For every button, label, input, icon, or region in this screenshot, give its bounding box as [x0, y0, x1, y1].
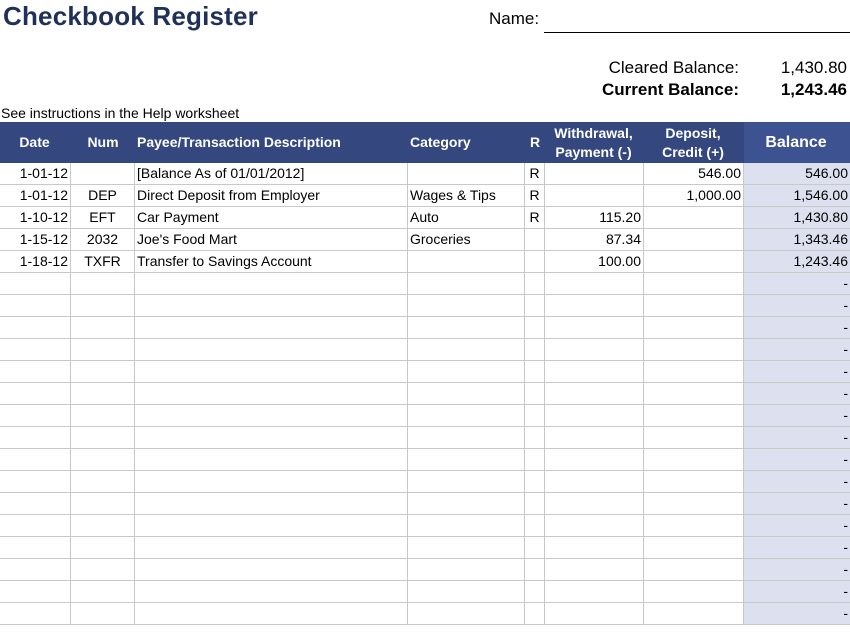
checkbook-register-table	[0, 122, 850, 625]
cell-num[interactable]	[71, 295, 135, 317]
cell-wd[interactable]	[545, 295, 644, 317]
cell-bal[interactable]: -	[744, 449, 850, 471]
current-balance-label: Current Balance:	[602, 80, 739, 99]
cell-wd[interactable]	[545, 493, 644, 515]
cell-dep[interactable]	[644, 207, 744, 229]
cell-cat[interactable]	[408, 361, 525, 383]
cell-date[interactable]: 1-15-12	[0, 229, 71, 251]
column-header-r: R	[529, 134, 541, 150]
cell-bal[interactable]: -	[744, 295, 850, 317]
table-row	[0, 515, 850, 537]
cell-dep[interactable]	[644, 559, 744, 581]
cell-bal[interactable]: -	[744, 317, 850, 339]
cell-num[interactable]	[71, 471, 135, 493]
cell-date[interactable]: 1-01-12	[0, 185, 71, 207]
table-header-row	[0, 122, 850, 163]
cell-wd[interactable]	[545, 471, 644, 493]
cell-bal[interactable]: -	[744, 537, 850, 559]
cell-bal[interactable]: -	[744, 471, 850, 493]
cell-cat[interactable]	[408, 317, 525, 339]
cell-desc[interactable]	[135, 581, 408, 603]
name-label: Name:	[489, 9, 540, 28]
cell-wd[interactable]	[545, 449, 644, 471]
cell-cat[interactable]	[408, 405, 525, 427]
cell-desc[interactable]	[135, 339, 408, 361]
column-header-cat: Category	[410, 134, 471, 150]
cell-num[interactable]	[71, 273, 135, 295]
cell-date[interactable]	[0, 515, 71, 537]
cell-r[interactable]	[525, 273, 545, 295]
cell-dep[interactable]	[644, 515, 744, 537]
cell-cat[interactable]	[408, 383, 525, 405]
table-row	[0, 361, 850, 383]
cell-date[interactable]	[0, 361, 71, 383]
cell-dep[interactable]	[644, 405, 744, 427]
cell-date[interactable]	[0, 405, 71, 427]
cell-bal[interactable]: 1,343.46	[744, 229, 850, 251]
cell-dep[interactable]	[644, 251, 744, 273]
current-balance-value: 1,243.46	[780, 80, 847, 99]
cell-r[interactable]: R	[525, 163, 545, 185]
cell-cat[interactable]	[408, 493, 525, 515]
column-header-wd: Withdrawal, Payment (-)	[554, 124, 633, 160]
cell-bal[interactable]: -	[744, 361, 850, 383]
cell-num[interactable]	[71, 383, 135, 405]
cell-bal[interactable]: -	[744, 405, 850, 427]
cell-cat[interactable]	[408, 471, 525, 493]
cell-bal[interactable]: -	[744, 559, 850, 581]
table-row	[0, 185, 850, 207]
cell-dep[interactable]	[644, 339, 744, 361]
cell-r[interactable]	[525, 603, 545, 625]
cell-num[interactable]: EFT	[71, 207, 135, 229]
cell-dep[interactable]	[644, 427, 744, 449]
table-row	[0, 383, 850, 405]
cell-r[interactable]	[525, 427, 545, 449]
cell-wd[interactable]	[545, 273, 644, 295]
table-row	[0, 471, 850, 493]
cell-date[interactable]	[0, 581, 71, 603]
table-row	[0, 559, 850, 581]
cell-cat[interactable]	[408, 603, 525, 625]
cell-dep[interactable]	[644, 317, 744, 339]
cell-num[interactable]	[71, 163, 135, 185]
column-header-dep: Deposit, Credit (+)	[662, 124, 724, 160]
cell-desc[interactable]	[135, 273, 408, 295]
cell-dep[interactable]: 1,000.00	[644, 185, 744, 207]
cell-r[interactable]: R	[525, 185, 545, 207]
column-header-bal: Balance	[744, 122, 850, 163]
cell-r[interactable]	[525, 251, 545, 273]
cell-desc[interactable]	[135, 405, 408, 427]
cell-bal[interactable]: 1,243.46	[744, 251, 850, 273]
cell-wd[interactable]: 87.34	[545, 229, 644, 251]
cell-bal[interactable]: -	[744, 273, 850, 295]
cell-date[interactable]: 1-18-12	[0, 251, 71, 273]
cell-desc[interactable]	[135, 361, 408, 383]
cell-bal[interactable]: -	[744, 515, 850, 537]
table-row	[0, 493, 850, 515]
cell-desc[interactable]	[135, 559, 408, 581]
table-row	[0, 207, 850, 229]
table-row	[0, 603, 850, 625]
cell-date[interactable]	[0, 427, 71, 449]
cell-wd[interactable]	[545, 537, 644, 559]
cell-cat[interactable]	[408, 515, 525, 537]
cell-dep[interactable]	[644, 295, 744, 317]
cell-num[interactable]	[71, 559, 135, 581]
cell-desc[interactable]: Joe's Food Mart	[135, 229, 408, 251]
cell-wd[interactable]	[545, 427, 644, 449]
cell-dep[interactable]	[644, 471, 744, 493]
cell-num[interactable]	[71, 537, 135, 559]
cleared-balance-label: Cleared Balance:	[608, 58, 739, 77]
help-instructions: See instructions in the Help worksheet	[1, 105, 240, 121]
cell-wd[interactable]	[545, 559, 644, 581]
cell-cat[interactable]	[408, 449, 525, 471]
cell-desc[interactable]: Transfer to Savings Account	[135, 251, 408, 273]
cell-cat[interactable]	[408, 163, 525, 185]
cell-wd[interactable]	[545, 361, 644, 383]
cell-desc[interactable]	[135, 383, 408, 405]
cell-desc[interactable]	[135, 471, 408, 493]
cell-desc[interactable]: Car Payment	[135, 207, 408, 229]
cell-dep[interactable]	[644, 603, 744, 625]
cell-num[interactable]	[71, 581, 135, 603]
cell-date[interactable]	[0, 295, 71, 317]
cell-desc[interactable]	[135, 427, 408, 449]
cell-date[interactable]	[0, 471, 71, 493]
cell-num[interactable]: 2032	[71, 229, 135, 251]
cell-num[interactable]	[71, 317, 135, 339]
cell-wd[interactable]	[545, 383, 644, 405]
cell-wd[interactable]	[545, 185, 644, 207]
cell-cat[interactable]	[408, 273, 525, 295]
cell-num[interactable]	[71, 603, 135, 625]
cell-cat[interactable]	[408, 537, 525, 559]
cell-r[interactable]	[525, 471, 545, 493]
cell-date[interactable]	[0, 449, 71, 471]
cell-date[interactable]: 1-10-12	[0, 207, 71, 229]
cell-wd[interactable]	[545, 603, 644, 625]
cell-cat[interactable]	[408, 251, 525, 273]
cell-r[interactable]	[525, 493, 545, 515]
cell-date[interactable]	[0, 317, 71, 339]
cell-desc[interactable]	[135, 537, 408, 559]
cell-date[interactable]	[0, 493, 71, 515]
cell-r[interactable]: R	[525, 207, 545, 229]
table-row	[0, 449, 850, 471]
cell-desc[interactable]	[135, 317, 408, 339]
cell-r[interactable]	[525, 339, 545, 361]
cell-cat[interactable]: Auto	[408, 207, 525, 229]
cell-wd[interactable]	[545, 163, 644, 185]
cell-desc[interactable]: [Balance As of 01/01/2012]	[135, 163, 408, 185]
cell-wd[interactable]	[545, 405, 644, 427]
table-row	[0, 295, 850, 317]
cell-dep[interactable]	[644, 449, 744, 471]
cell-date[interactable]	[0, 273, 71, 295]
cell-bal[interactable]: -	[744, 581, 850, 603]
cell-num[interactable]	[71, 405, 135, 427]
column-header-date: Date	[19, 134, 50, 150]
cell-r[interactable]	[525, 317, 545, 339]
cell-dep[interactable]	[644, 537, 744, 559]
cell-bal[interactable]: -	[744, 339, 850, 361]
cell-bal[interactable]: 1,430.80	[744, 207, 850, 229]
table-row	[0, 251, 850, 273]
cell-dep[interactable]: 546.00	[644, 163, 744, 185]
cell-r[interactable]	[525, 449, 545, 471]
cell-wd[interactable]: 100.00	[545, 251, 644, 273]
cell-r[interactable]	[525, 405, 545, 427]
cell-num[interactable]	[71, 361, 135, 383]
column-header-desc: Payee/Transaction Description	[137, 134, 341, 150]
cell-num[interactable]: DEP	[71, 185, 135, 207]
cell-date[interactable]	[0, 603, 71, 625]
cell-wd[interactable]	[545, 581, 644, 603]
table-row	[0, 229, 850, 251]
cell-date[interactable]	[0, 383, 71, 405]
cell-num[interactable]	[71, 339, 135, 361]
cell-desc[interactable]	[135, 295, 408, 317]
table-row	[0, 427, 850, 449]
cell-r[interactable]	[525, 295, 545, 317]
cell-num[interactable]	[71, 493, 135, 515]
cell-dep[interactable]	[644, 361, 744, 383]
cell-r[interactable]	[525, 537, 545, 559]
cell-dep[interactable]	[644, 383, 744, 405]
cell-bal[interactable]: -	[744, 427, 850, 449]
cell-r[interactable]	[525, 361, 545, 383]
cell-cat[interactable]: Wages & Tips	[408, 185, 525, 207]
cell-desc[interactable]	[135, 515, 408, 537]
cell-bal[interactable]: 546.00	[744, 163, 850, 185]
cell-num[interactable]	[71, 449, 135, 471]
cell-desc[interactable]	[135, 603, 408, 625]
cell-date[interactable]	[0, 559, 71, 581]
cell-desc[interactable]	[135, 493, 408, 515]
cleared-balance-value: 1,430.80	[780, 58, 847, 77]
cell-r[interactable]	[525, 383, 545, 405]
page-title: Checkbook Register	[3, 1, 259, 31]
cell-num[interactable]: TXFR	[71, 251, 135, 273]
cell-cat[interactable]	[408, 427, 525, 449]
table-row	[0, 537, 850, 559]
cell-dep[interactable]	[644, 229, 744, 251]
cell-wd[interactable]	[545, 515, 644, 537]
column-header-num: Num	[87, 134, 119, 150]
table-row	[0, 273, 850, 295]
cell-date[interactable]	[0, 537, 71, 559]
cell-cat[interactable]	[408, 339, 525, 361]
cell-wd[interactable]	[545, 339, 644, 361]
cell-bal[interactable]: 1,546.00	[744, 185, 850, 207]
cell-desc[interactable]	[135, 449, 408, 471]
cell-desc[interactable]: Direct Deposit from Employer	[135, 185, 408, 207]
cell-num[interactable]	[71, 427, 135, 449]
table-row	[0, 317, 850, 339]
cell-num[interactable]	[71, 515, 135, 537]
cell-bal[interactable]: -	[744, 383, 850, 405]
cell-bal[interactable]: -	[744, 493, 850, 515]
cell-r[interactable]	[525, 559, 545, 581]
cell-r[interactable]	[525, 515, 545, 537]
cell-dep[interactable]	[644, 273, 744, 295]
cell-date[interactable]	[0, 339, 71, 361]
name-field[interactable]	[544, 4, 850, 33]
cell-dep[interactable]	[644, 493, 744, 515]
cell-date[interactable]: 1-01-12	[0, 163, 71, 185]
table-body	[0, 163, 850, 625]
cell-dep[interactable]	[644, 581, 744, 603]
cell-cat[interactable]	[408, 295, 525, 317]
cell-cat[interactable]	[408, 559, 525, 581]
cell-wd[interactable]: 115.20	[545, 207, 644, 229]
cell-cat[interactable]: Groceries	[408, 229, 525, 251]
table-row	[0, 405, 850, 427]
table-row	[0, 581, 850, 603]
table-row	[0, 163, 850, 185]
cell-r[interactable]	[525, 229, 545, 251]
cell-r[interactable]	[525, 581, 545, 603]
table-row	[0, 339, 850, 361]
cell-wd[interactable]	[545, 317, 644, 339]
cell-bal[interactable]: -	[744, 603, 850, 625]
cell-cat[interactable]	[408, 581, 525, 603]
